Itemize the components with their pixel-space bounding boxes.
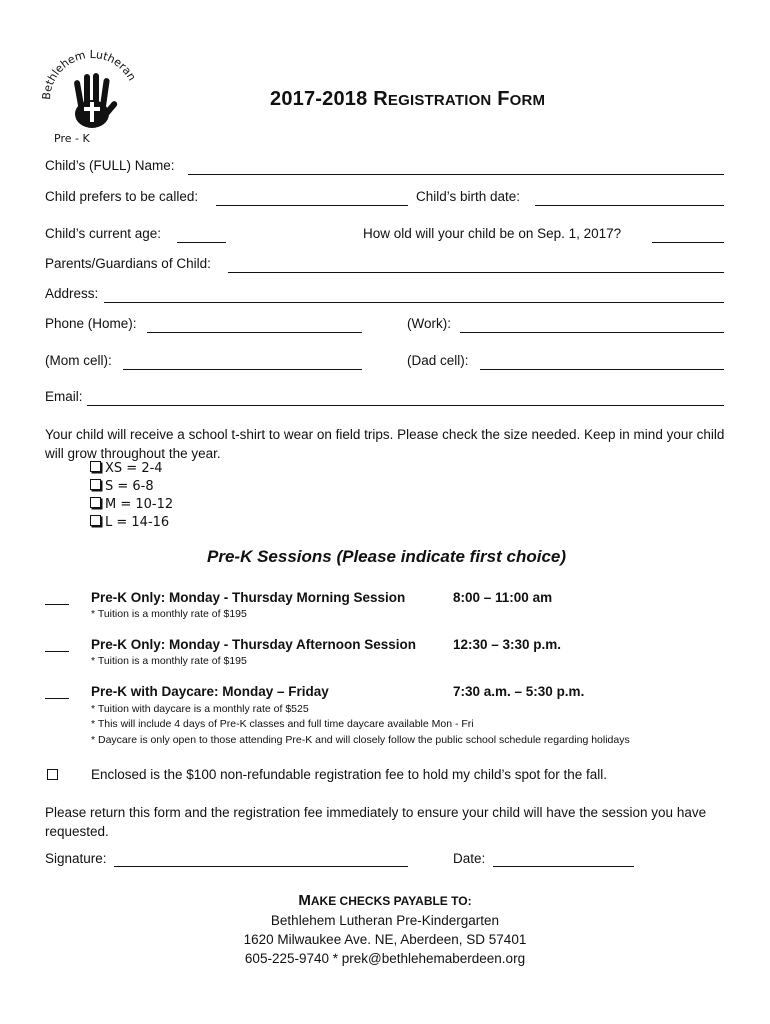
- session-note: * Tuition is a monthly rate of $195: [91, 655, 247, 667]
- title-orm: ORM: [509, 92, 546, 109]
- session-name-afternoon: Pre-K Only: Monday - Thursday Afternoon Session: [91, 637, 417, 652]
- child-name-field[interactable]: [188, 174, 724, 175]
- prefers-label: Child prefers to be called:: [45, 189, 199, 204]
- logo-arc-text: Bethlehem Lutheran: [40, 47, 139, 101]
- date-label: Date:: [453, 851, 486, 866]
- address-label: Address:: [45, 286, 99, 301]
- birth-date-label: Child’s birth date:: [416, 189, 521, 204]
- work-label: (Work):: [407, 316, 451, 331]
- logo-bottom-text: Pre - K: [54, 132, 90, 145]
- session-choice-morning[interactable]: [45, 604, 69, 605]
- session-note: * This will include 4 days of Pre-K classes and full time daycare available Mon - Fri: [91, 718, 474, 730]
- tshirt-instructions: Your child will receive a school t-shirt to wear on field trips. Please check the size needed. Keep in mind your child will grow throughout the year.: [45, 427, 725, 461]
- parents-field[interactable]: [228, 272, 724, 273]
- session-choice-afternoon[interactable]: [45, 651, 69, 652]
- checkbox-icon[interactable]: [90, 461, 101, 472]
- school-contact: 605-225-9740 * prek@bethlehemaberdeen.org: [244, 951, 526, 966]
- current-age-label: Child’s current age:: [45, 226, 162, 241]
- title-egistration: EGISTRATION: [387, 92, 492, 109]
- session-time-morning: 8:00 – 11:00 am: [453, 590, 553, 605]
- dad-cell-field[interactable]: [480, 369, 724, 370]
- birth-date-field[interactable]: [535, 205, 724, 206]
- size-option-l[interactable]: L = 14-16: [90, 515, 169, 530]
- fee-checkbox[interactable]: [47, 769, 58, 780]
- age-on-field[interactable]: [652, 242, 724, 243]
- return-instructions: Please return this form and the registration fee immediately to ensure your child will have the session you have requested.: [45, 805, 707, 839]
- size-option-xs[interactable]: XS = 2-4: [90, 461, 163, 476]
- session-time-afternoon: 12:30 – 3:30 p.m.: [453, 637, 562, 652]
- session-time-daycare: 7:30 a.m. – 5:30 p.m.: [453, 684, 585, 699]
- signature-label: Signature:: [45, 851, 107, 866]
- page-title: [270, 88, 545, 111]
- size-option-m[interactable]: M = 10-12: [90, 497, 173, 512]
- size-option-s[interactable]: S = 6-8: [90, 479, 154, 494]
- email-label: Email:: [45, 389, 83, 404]
- school-address: 1620 Milwaukee Ave. NE, Aberdeen, SD 57401: [243, 932, 527, 947]
- phone-home-label: Phone (Home):: [45, 316, 137, 331]
- checkbox-icon[interactable]: [90, 497, 101, 508]
- handprint-icon: [40, 42, 140, 146]
- school-logo: [40, 42, 140, 146]
- checkbox-icon[interactable]: [90, 515, 101, 526]
- session-choice-daycare[interactable]: [45, 698, 69, 699]
- title-r: R: [373, 88, 388, 110]
- parents-label: Parents/Guardians of Child:: [45, 256, 211, 271]
- title-f: F: [497, 88, 510, 110]
- current-age-field[interactable]: [177, 242, 226, 243]
- session-note: * Tuition is a monthly rate of $195: [91, 608, 247, 620]
- email-field[interactable]: [87, 405, 724, 406]
- signature-field[interactable]: [114, 866, 408, 867]
- fee-text: Enclosed is the $100 non-refundable registration fee to hold my child’s spot for the fall.: [91, 767, 608, 782]
- checkbox-icon[interactable]: [90, 479, 101, 490]
- session-note: * Daycare is only open to those attending Pre-K and will closely follow the public school schedule regarding holidays: [91, 734, 630, 746]
- mom-cell-field[interactable]: [123, 369, 362, 370]
- phone-home-field[interactable]: [147, 332, 362, 333]
- school-name: Bethlehem Lutheran Pre-Kindergarten: [270, 913, 500, 928]
- mom-cell-label: (Mom cell):: [45, 353, 112, 368]
- prefers-field[interactable]: [216, 205, 408, 206]
- child-name-label: Child’s (FULL) Name:: [45, 158, 175, 173]
- checks-heading: MAKE CHECKS PAYABLE TO:: [298, 892, 472, 909]
- dad-cell-label: (Dad cell):: [407, 353, 469, 368]
- address-field[interactable]: [104, 302, 724, 303]
- session-note: * Tuition with daycare is a monthly rate of $525: [91, 703, 309, 715]
- title-year: 2017-2018: [270, 88, 368, 110]
- session-name-morning: Pre-K Only: Monday - Thursday Morning Session: [91, 590, 406, 605]
- work-field[interactable]: [460, 332, 724, 333]
- date-field[interactable]: [493, 866, 634, 867]
- age-on-label: How old will your child be on Sep. 1, 2017?: [363, 226, 622, 241]
- sessions-heading: Pre-K Sessions (Please indicate first choice): [207, 547, 567, 566]
- session-name-daycare: Pre-K with Daycare: Monday – Friday: [91, 684, 329, 699]
